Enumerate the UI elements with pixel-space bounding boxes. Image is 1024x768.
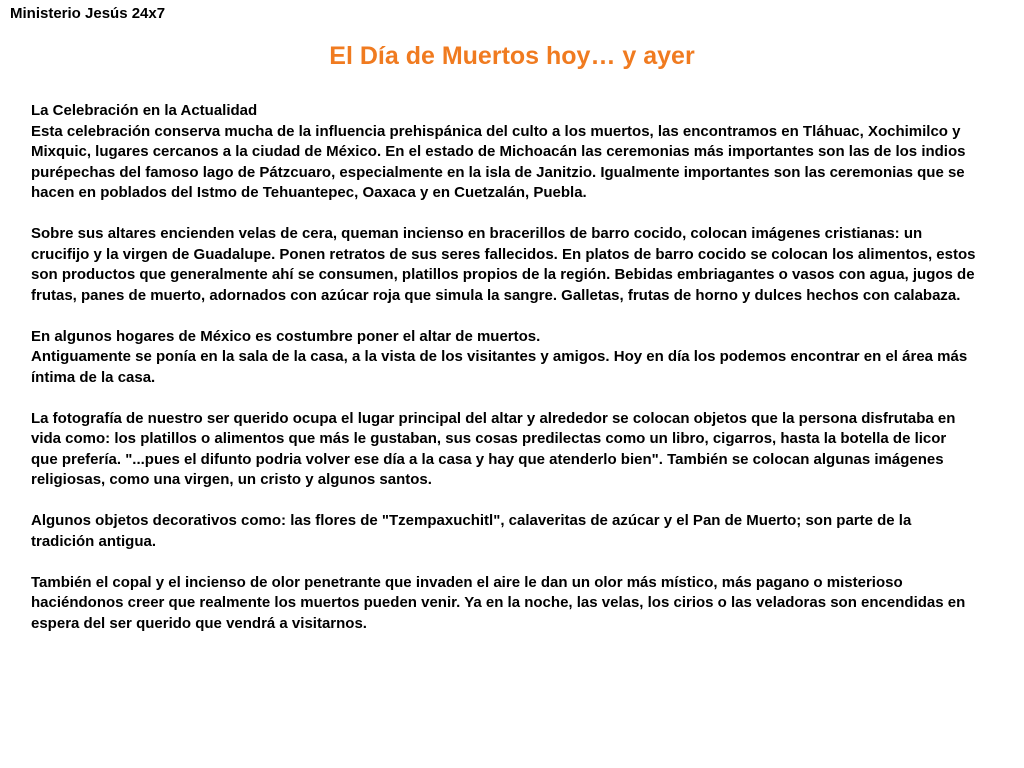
article-paragraph-2: Sobre sus altares encienden velas de cera, queman incienso en bracerillos de barro cocido, colocan imágenes cristianas: un crucifijo y la virgen de Guadalupe. Ponen retratos de sus seres fallecidos. En platos de barro cocido se colocan los alimentos, estos son productos que generalmente ahí se consumen, platillos propios de la región. Bebidas embriagantes o vasos con agua, jugos de frutas, panes de muerto, adornados con azúcar roja que simula la sangre. Galletas, frutas de horno y dulces hechos con calabaza. — [31, 225, 976, 304]
page-title: El Día de Muertos hoy… y ayer — [329, 42, 695, 70]
article-paragraph-7: También el copal y el incienso de olor penetrante que invaden el aire le dan un olor más místico, más pagano o misterioso haciéndonos creer que realmente los muertos pueden venir. Ya en la noche, las velas, los cirios o las veladoras son encendidas en espera del ser querido que vendrá a visitarnos. — [31, 573, 966, 632]
site-name: Ministerio Jesús 24x7 — [10, 5, 166, 22]
article-body — [31, 101, 976, 655]
article-paragraph-3: En algunos hogares de México es costumbre poner el altar de muertos. — [31, 327, 541, 345]
article-paragraph-4: Antiguamente se ponía en la sala de la casa, a la vista de los visitantes y amigos. Hoy en día los podemos encontrar en el área más íntima de la casa. — [31, 348, 968, 386]
article-paragraph-1: Esta celebración conserva mucha de la influencia prehispánica del culto a los muertos, las encontramos en Tláhuac, Xochimilco y Mixquic, lugares cercanos a la ciudad de México. En el estado de Michoacán las ceremonias más importantes son las de los indios purépechas del famoso lago de Pátzcuaro, especialmente en la isla de Janitzio. Igualmente importantes son las ceremonias que se hacen en poblados del Istmo de Tehuantepec, Oaxaca y en Cuetzalán, Puebla. — [31, 122, 966, 201]
article-paragraph-5: La fotografía de nuestro ser querido ocupa el lugar principal del altar y alrededor se colocan objetos que la persona disfrutaba en vida como: los platillos o alimentos que más le gustaban, sus cosas predilectas como un libro, cigarros, hasta la botella de licor que prefería. "...pues el difunto podria volver ese día a la casa y hay que atenderlo bien". También se colocan algunas imágenes religiosas, como una virgen, un cristo y algunos santos. — [31, 409, 956, 488]
article-subtitle: La Celebración en la Actualidad — [31, 102, 258, 119]
article-paragraph-6: Algunos objetos decorativos como: las flores de "Tzempaxuchitl", calaveritas de azúcar y el Pan de Muerto; son parte de la tradición antigua. — [31, 512, 912, 550]
